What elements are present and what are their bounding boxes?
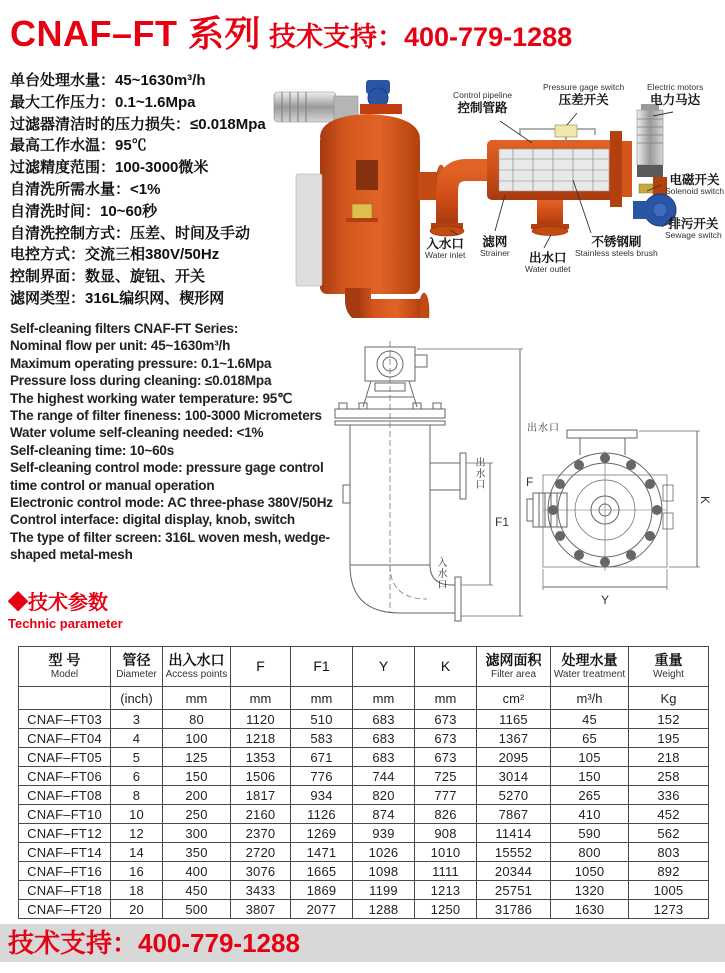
value-cell: 934 xyxy=(291,786,353,805)
value-cell: 14 xyxy=(111,843,163,862)
value-cell: 683 xyxy=(353,748,415,767)
value-cell: 15552 xyxy=(477,843,551,862)
model-cell: CNAF–FT20 xyxy=(19,900,111,919)
value-cell: 1288 xyxy=(353,900,415,919)
value-cell: 265 xyxy=(551,786,629,805)
value-cell: 892 xyxy=(629,862,709,881)
label-cn: 控制管路 xyxy=(457,100,508,115)
value-cell: 673 xyxy=(415,710,477,729)
technical-drawings xyxy=(305,335,720,627)
value-cell: 336 xyxy=(629,786,709,805)
value-cell: 218 xyxy=(629,748,709,767)
unit-cell: mm xyxy=(163,687,231,710)
value-cell: 3433 xyxy=(231,881,291,900)
value-cell: 2370 xyxy=(231,824,291,843)
table-row xyxy=(19,805,709,824)
spec-line: The highest working water temperature: 95℃ xyxy=(10,390,293,406)
value-cell: 6 xyxy=(111,767,163,786)
label-cn: 出水口 xyxy=(529,251,567,265)
spec-line: 单台处理水量：45~1630m³/h xyxy=(10,72,206,89)
unit-cell: m³/h xyxy=(551,687,629,710)
value-cell: 683 xyxy=(353,710,415,729)
footer-support-phone: 技术支持：400-779-1288 xyxy=(8,928,300,958)
value-cell: 16 xyxy=(111,862,163,881)
col-header-access-points: 出入水口 Access points xyxy=(163,647,231,687)
label-en: Water outlet xyxy=(525,264,571,275)
value-cell: 4 xyxy=(111,729,163,748)
table-row xyxy=(19,900,709,919)
value-cell: 100 xyxy=(163,729,231,748)
value-cell: 590 xyxy=(551,824,629,843)
value-cell: 2160 xyxy=(231,805,291,824)
front-inlet-label: 入水口 xyxy=(435,557,446,590)
value-cell: 7867 xyxy=(477,805,551,824)
col-header-diameter: 管径 Diameter xyxy=(111,647,163,687)
label-cn: 排污开关 xyxy=(668,217,719,231)
spec-line: Pressure loss during cleaning: ≤0.018Mpa xyxy=(10,373,272,389)
value-cell: 510 xyxy=(291,710,353,729)
value-cell: 2095 xyxy=(477,748,551,767)
value-cell: 673 xyxy=(415,748,477,767)
value-cell: 2720 xyxy=(231,843,291,862)
value-cell: 777 xyxy=(415,786,477,805)
value-cell: 1269 xyxy=(291,824,353,843)
value-cell: 152 xyxy=(629,710,709,729)
section-header xyxy=(8,586,123,631)
spec-line: 滤网类型：316L编织网、楔形网 xyxy=(10,289,225,307)
table-body xyxy=(19,710,709,919)
value-cell: 744 xyxy=(353,767,415,786)
control-panel xyxy=(296,174,322,286)
value-cell: 803 xyxy=(629,843,709,862)
value-cell: 1126 xyxy=(291,805,353,824)
value-cell: 939 xyxy=(353,824,415,843)
value-cell: 1050 xyxy=(551,862,629,881)
label-cn: 滤网 xyxy=(482,235,508,249)
value-cell: 25751 xyxy=(477,881,551,900)
section-title-en: Technic parameter xyxy=(8,616,123,631)
spec-line: 控制界面：数显、旋钮、开关 xyxy=(10,268,206,286)
table-row xyxy=(19,843,709,862)
table-row xyxy=(19,824,709,843)
value-cell: 20 xyxy=(111,900,163,919)
label-cn: 电磁开关 xyxy=(669,173,720,187)
product-photo-art xyxy=(268,76,448,318)
value-cell: 400 xyxy=(163,862,231,881)
label-solenoid-switch xyxy=(665,173,724,197)
label-cn: 电力马达 xyxy=(650,92,701,107)
value-cell: 1165 xyxy=(477,710,551,729)
value-cell: 3014 xyxy=(477,767,551,786)
spec-line: Self-cleaning time: 10~60s xyxy=(10,442,174,458)
value-cell: 1213 xyxy=(415,881,477,900)
table-row xyxy=(19,767,709,786)
model-cell: CNAF–FT06 xyxy=(19,767,111,786)
spec-line: Self-cleaning filters CNAF-FT Series: xyxy=(10,321,239,336)
motor xyxy=(274,92,336,122)
unit-cell: mm xyxy=(291,687,353,710)
inlet-elbow xyxy=(447,170,489,225)
value-cell: 874 xyxy=(353,805,415,824)
label-en: Solenoid switch xyxy=(665,186,725,197)
col-header-f: F xyxy=(231,647,291,687)
unit-cell: mm xyxy=(353,687,415,710)
value-cell: 300 xyxy=(163,824,231,843)
page-title: CNAF–FT 系列 xyxy=(10,13,261,54)
label-en: Control pipeline xyxy=(453,90,513,100)
value-cell: 3807 xyxy=(231,900,291,919)
value-cell: 80 xyxy=(163,710,231,729)
spec-line: 过滤器清洁时的压力损失：≤0.018Mpa xyxy=(10,115,266,133)
model-cell: CNAF–FT03 xyxy=(19,710,111,729)
drawings-art xyxy=(305,335,720,627)
value-cell: 1471 xyxy=(291,843,353,862)
value-cell: 500 xyxy=(163,900,231,919)
value-cell: 583 xyxy=(291,729,353,748)
label-en: Strainer xyxy=(480,248,510,259)
unit-cell: mm xyxy=(231,687,291,710)
spec-line: 最大工作压力：0.1~1.6Mpa xyxy=(10,93,196,111)
col-header-y: Y xyxy=(353,647,415,687)
value-cell: 776 xyxy=(291,767,353,786)
pressure-gage-switch xyxy=(555,125,577,137)
value-cell: 45 xyxy=(551,710,629,729)
value-cell: 5270 xyxy=(477,786,551,805)
value-cell: 31786 xyxy=(477,900,551,919)
table-row xyxy=(19,748,709,767)
specs-en xyxy=(10,320,333,564)
value-cell: 1320 xyxy=(551,881,629,900)
table-row xyxy=(19,881,709,900)
value-cell: 125 xyxy=(163,748,231,767)
label-cn: 不锈钢刷 xyxy=(591,235,642,249)
spec-line: 最高工作水温：95℃ xyxy=(10,137,147,155)
spec-line: 自清洗所需水量：<1% xyxy=(10,180,161,198)
footer-band xyxy=(0,924,725,962)
model-cell: CNAF–FT12 xyxy=(19,824,111,843)
value-cell: 1869 xyxy=(291,881,353,900)
label-electric-motors xyxy=(647,83,703,107)
spec-line: 自清洗控制方式：压差、时间及手动 xyxy=(10,224,251,242)
value-cell: 1353 xyxy=(231,748,291,767)
label-water-inlet xyxy=(425,237,465,261)
value-cell: 562 xyxy=(629,824,709,843)
value-cell: 1250 xyxy=(415,900,477,919)
value-cell: 150 xyxy=(163,767,231,786)
value-cell: 820 xyxy=(353,786,415,805)
label-water-outlet xyxy=(525,251,571,275)
value-cell: 1111 xyxy=(415,862,477,881)
solenoid xyxy=(639,184,653,193)
value-cell: 105 xyxy=(551,748,629,767)
support-phone: 技术支持：400-779-1288 xyxy=(269,22,573,52)
spec-line: Nominal flow per unit: 45~1630m³/h xyxy=(10,338,231,354)
label-cn: 入水口 xyxy=(426,237,464,251)
label-control-pipeline xyxy=(453,91,512,115)
value-cell: 800 xyxy=(551,843,629,862)
nameplate xyxy=(356,160,378,190)
model-cell: CNAF–FT16 xyxy=(19,862,111,881)
value-cell: 8 xyxy=(111,786,163,805)
label-en: Pressure gage switch xyxy=(543,82,625,92)
model-cell: CNAF–FT05 xyxy=(19,748,111,767)
table-units-row xyxy=(19,687,709,710)
value-cell: 908 xyxy=(415,824,477,843)
value-cell: 20344 xyxy=(477,862,551,881)
value-cell: 725 xyxy=(415,767,477,786)
value-cell: 5 xyxy=(111,748,163,767)
value-cell: 2077 xyxy=(291,900,353,919)
table-row xyxy=(19,710,709,729)
value-cell: 1218 xyxy=(231,729,291,748)
value-cell: 150 xyxy=(551,767,629,786)
value-cell: 1367 xyxy=(477,729,551,748)
value-cell: 1026 xyxy=(353,843,415,862)
value-cell: 1817 xyxy=(231,786,291,805)
value-cell: 1199 xyxy=(353,881,415,900)
value-cell: 18 xyxy=(111,881,163,900)
value-cell: 1120 xyxy=(231,710,291,729)
dim-f: F xyxy=(526,475,534,489)
unit-cell: (inch) xyxy=(111,687,163,710)
value-cell: 452 xyxy=(629,805,709,824)
value-cell: 65 xyxy=(551,729,629,748)
label-strainer xyxy=(480,235,510,259)
value-cell: 683 xyxy=(353,729,415,748)
value-cell: 450 xyxy=(163,881,231,900)
value-cell: 826 xyxy=(415,805,477,824)
spec-line: The range of filter fineness: 100-3000 Micrometers xyxy=(10,408,322,424)
model-cell: CNAF–FT14 xyxy=(19,843,111,862)
value-cell: 10 xyxy=(111,805,163,824)
params-table xyxy=(18,646,709,919)
col-header-weight: 重量 Weight xyxy=(629,647,709,687)
dim-f1: F1 xyxy=(495,515,510,529)
value-cell: 250 xyxy=(163,805,231,824)
value-cell: 1506 xyxy=(231,767,291,786)
model-cell: CNAF–FT04 xyxy=(19,729,111,748)
value-cell: 3076 xyxy=(231,862,291,881)
label-pressure-gage-switch xyxy=(543,83,624,107)
label-en: Electric motors xyxy=(647,82,704,92)
spec-line: Self-cleaning control mode: pressure gage control xyxy=(10,460,324,476)
col-header-water-treatment: 处理水量 Water treatment xyxy=(551,647,629,687)
value-cell: 1005 xyxy=(629,881,709,900)
col-header-k: K xyxy=(415,647,477,687)
col-header-model: 型 号 Model xyxy=(19,647,111,687)
label-en: Sewage switch xyxy=(665,230,722,241)
dim-k: K xyxy=(698,495,713,505)
pressure-device xyxy=(352,204,372,220)
value-cell: 1010 xyxy=(415,843,477,862)
table-row xyxy=(19,862,709,881)
spec-line: Electronic control mode: AC three-phase 380V/50Hz xyxy=(10,495,333,511)
table-row xyxy=(19,729,709,748)
model-cell: CNAF–FT08 xyxy=(19,786,111,805)
value-cell: 12 xyxy=(111,824,163,843)
spec-line: time control or manual operation xyxy=(10,477,215,493)
value-cell: 671 xyxy=(291,748,353,767)
value-cell: 3 xyxy=(111,710,163,729)
spec-line: Control interface: digital display, knob, switch xyxy=(10,512,295,528)
header xyxy=(10,6,572,57)
value-cell: 1665 xyxy=(291,862,353,881)
value-cell: 195 xyxy=(629,729,709,748)
unit-cell: Kg xyxy=(629,687,709,710)
value-cell: 410 xyxy=(551,805,629,824)
label-en: Stainless steels brush xyxy=(575,248,658,259)
value-cell: 258 xyxy=(629,767,709,786)
value-cell: 200 xyxy=(163,786,231,805)
label-stainless-brush xyxy=(575,235,658,259)
spec-line: shaped metal-mesh xyxy=(10,547,133,563)
side-outlet-label: 出水口 xyxy=(527,423,560,434)
value-cell: 1630 xyxy=(551,900,629,919)
cutaway-diagram xyxy=(425,82,725,285)
col-header-filter-area: 滤网面积 Filter area xyxy=(477,647,551,687)
spec-line: Maximum operating pressure: 0.1~1.6Mpa xyxy=(10,355,272,371)
value-cell: 1098 xyxy=(353,862,415,881)
spec-line: 过滤精度范围：100-3000微米 xyxy=(10,159,209,177)
col-header-f1: F1 xyxy=(291,647,353,687)
label-sewage-switch xyxy=(665,217,722,241)
model-cell: CNAF–FT10 xyxy=(19,805,111,824)
value-cell: 1273 xyxy=(629,900,709,919)
product-photo xyxy=(268,76,448,318)
spec-line: 电控方式：交流三相380V/50Hz xyxy=(10,246,220,264)
section-title-cn: ◆技术参数 xyxy=(8,592,108,614)
label-en: Water inlet xyxy=(425,250,466,261)
front-outlet-label: 出水口 xyxy=(473,457,484,490)
model-cell: CNAF–FT18 xyxy=(19,881,111,900)
specs-cn xyxy=(10,70,310,310)
spec-line: Water volume self-cleaning needed: <1% xyxy=(10,425,264,441)
value-cell: 350 xyxy=(163,843,231,862)
table-row xyxy=(19,786,709,805)
electric-motor xyxy=(637,110,663,165)
unit-cell xyxy=(19,687,111,710)
label-cn: 压差开关 xyxy=(558,92,609,107)
dim-y: Y xyxy=(601,593,610,607)
value-cell: 673 xyxy=(415,729,477,748)
value-cell: 11414 xyxy=(477,824,551,843)
spec-line: The type of filter screen: 316L woven mesh, wedge- xyxy=(10,529,330,545)
unit-cell: mm xyxy=(415,687,477,710)
table-header-row xyxy=(19,647,709,687)
unit-cell: cm² xyxy=(477,687,551,710)
spec-line: 自清洗时间：10~60秒 xyxy=(10,202,158,220)
